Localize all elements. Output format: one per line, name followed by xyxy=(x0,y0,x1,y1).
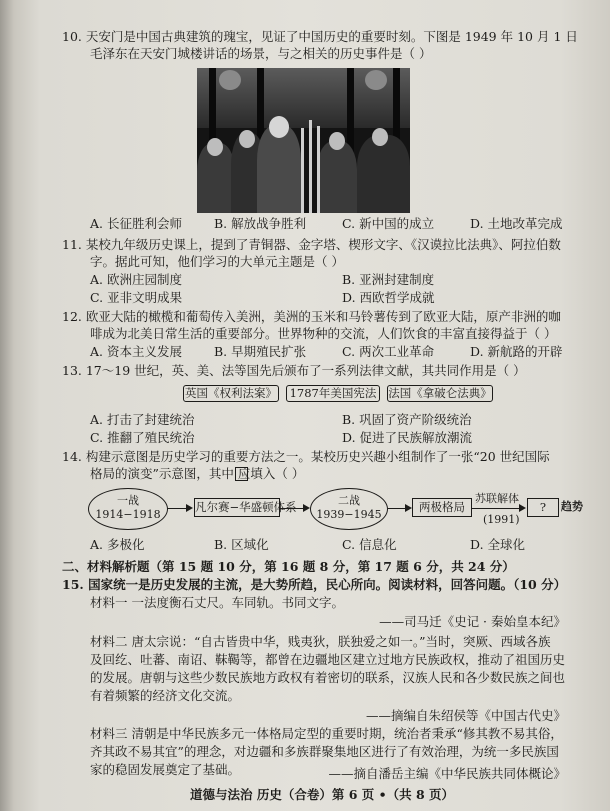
versailles-node: 凡尔赛−华盛顿体系 xyxy=(194,498,280,517)
material-3-line3: 家的稳固发展奠定了基础。 xyxy=(90,762,241,777)
section2-heading: 二、材料解析题（第 15 题 10 分，第 16 题 8 分，第 17 题 6 分，共 24 分） xyxy=(62,559,515,574)
q14-option-c: C. 信息化 xyxy=(342,537,397,552)
q12-option-d: D. 新航路的开辟 xyxy=(470,344,563,359)
q10-option-b: B. 解放战争胜利 xyxy=(214,216,307,231)
material-3-source: ——摘自潘岳主编《中华民族共同体概论》 xyxy=(328,766,566,781)
wwi-node xyxy=(88,488,168,530)
material-2-line1: 材料二 唐太宗说：“自古皆贵中华，贱夷狄，朕独爱之如一。”当时，突厥、西域各族 xyxy=(90,634,551,649)
q11-option-d: D. 西欧哲学成就 xyxy=(342,290,435,305)
q10-option-a: A. 长征胜利会师 xyxy=(90,216,182,231)
q12-option-b: B. 早期殖民扩张 xyxy=(214,344,307,359)
q11-option-b: B. 亚洲封建制度 xyxy=(342,272,435,287)
material-2-line3: 的发展。唐朝与这些少数民族地方政权有着密切的联系，汉族人民和各少数民族之间也 xyxy=(90,670,566,685)
ussr-collapse-label: 苏联解体 xyxy=(475,492,519,505)
q11-option-a: A. 欧洲庄园制度 xyxy=(90,272,182,287)
q12-stem-line1: 12. 欧亚大陆的橄榄和葡萄传入美洲，美洲的玉米和马铃薯传到了欧亚大陆，原产非洲的咖 xyxy=(62,309,561,324)
wwi-years: 1914−1918 xyxy=(95,508,161,521)
law-box-us: 1787年美国宪法 xyxy=(286,385,380,402)
material-1-source: ——司马迁《史记 · 秦始皇本纪》 xyxy=(379,614,566,629)
arrow-2 xyxy=(280,508,308,509)
q10-option-c: C. 新中国的成立 xyxy=(342,216,435,231)
q14-stem-line2: 格局的演变”示意图，其中 应填入（ ） xyxy=(90,466,305,481)
q10-stem-line2: 毛泽东在天安门城楼讲话的场景，与之相关的历史事件是（ ） xyxy=(90,46,432,61)
q14-stem-line1: 14. 构建示意图是历史学习的重要方法之一。某校历史兴趣小组制作了一张“20 世纪国际 xyxy=(62,449,550,464)
law-box-uk: 英国《权利法案》 xyxy=(185,386,277,400)
q13-option-a: A. 打击了封建统治 xyxy=(90,412,195,427)
law-box-france: 法国《拿破仑法典》 xyxy=(388,386,492,400)
q11-option-c: C. 亚非文明成果 xyxy=(90,290,183,305)
q13-stem: 13. 17～19 世纪，英、美、法等国先后颁布了一系列法律文献，其共同作用是（ ） xyxy=(62,363,526,378)
q13-option-d: D. 促进了民族解放潮流 xyxy=(342,430,473,445)
q13-option-b: B. 巩固了资产阶级统治 xyxy=(342,412,472,427)
q12-option-a: A. 资本主义发展 xyxy=(90,344,182,359)
q14-option-d: D. 全球化 xyxy=(470,537,526,552)
material-3-line2: 齐其政不易其宜”的理念，对边疆和多族群聚集地区进行了有效治理，为统一多民族国 xyxy=(90,744,559,759)
q14-option-a: A. 多极化 xyxy=(90,537,145,552)
unknown-node: ? xyxy=(527,498,559,517)
arrow-4 xyxy=(472,508,524,509)
wwii-node xyxy=(310,488,388,530)
q14-option-b: B. 区域化 xyxy=(214,537,269,552)
tiananmen-photo xyxy=(197,68,410,213)
q12-stem-line2: 啡成为北美日常生活的重要部分。世界物种的交流，人们饮食的丰富直接得益于（ ） xyxy=(90,326,557,341)
trend-label: 趋势 xyxy=(561,500,583,513)
wwi-label: 一战 xyxy=(117,494,139,507)
material-2-line2: 及回纥、吐蕃、南诏、靺鞨等，都曾在边疆地区建立过地方民族政权，推动了祖国历史 xyxy=(90,652,566,667)
q10-stem-line1: 10. 天安门是中国古典建筑的瑰宝，见证了中国历史的重要时刻。下图是 1949 年 10 月 1 日 xyxy=(62,29,578,44)
arrow-1 xyxy=(167,508,191,509)
bipolar-node: 两极格局 xyxy=(412,498,472,517)
blank-box-icon xyxy=(235,467,248,481)
material-1: 材料一 一法度衡石丈尺。车同轨。书同文字。 xyxy=(90,595,344,610)
material-2-source: ——摘编自朱绍侯等《中国古代史》 xyxy=(365,708,566,723)
q15-stem: 15. 国家统一是历史发展的主流，是大势所趋，民心所向。阅读材料，回答问题。（10 分） xyxy=(62,577,567,592)
q13-option-c: C. 推翻了殖民统治 xyxy=(90,430,195,445)
wwii-years: 1939−1945 xyxy=(316,508,382,521)
page-footer: 道德与法治 历史（合卷）第 6 页 •（共 8 页） xyxy=(190,787,454,802)
q11-stem-line2: 字。据此可知，他们学习的大单元主题是（ ） xyxy=(90,254,344,269)
q10-option-d: D. 土地改革完成 xyxy=(470,216,563,231)
q11-stem-line1: 11. 某校九年级历史课上，提到了青铜器、金字塔、楔形文字、《汉谟拉比法典》、阿拉伯数 xyxy=(62,237,561,252)
arrow-3 xyxy=(388,508,410,509)
q12-option-c: C. 两次工业革命 xyxy=(342,344,435,359)
material-3-line1: 材料三 清朝是中华民族多元一体格局定型的重要时期，统治者秉承“修其教不易其俗， xyxy=(90,726,563,741)
year-1991-label: (1991) xyxy=(483,513,520,526)
wwii-label: 二战 xyxy=(338,494,360,507)
material-2-line4: 有着频繁的经济文化交流。 xyxy=(90,688,241,703)
